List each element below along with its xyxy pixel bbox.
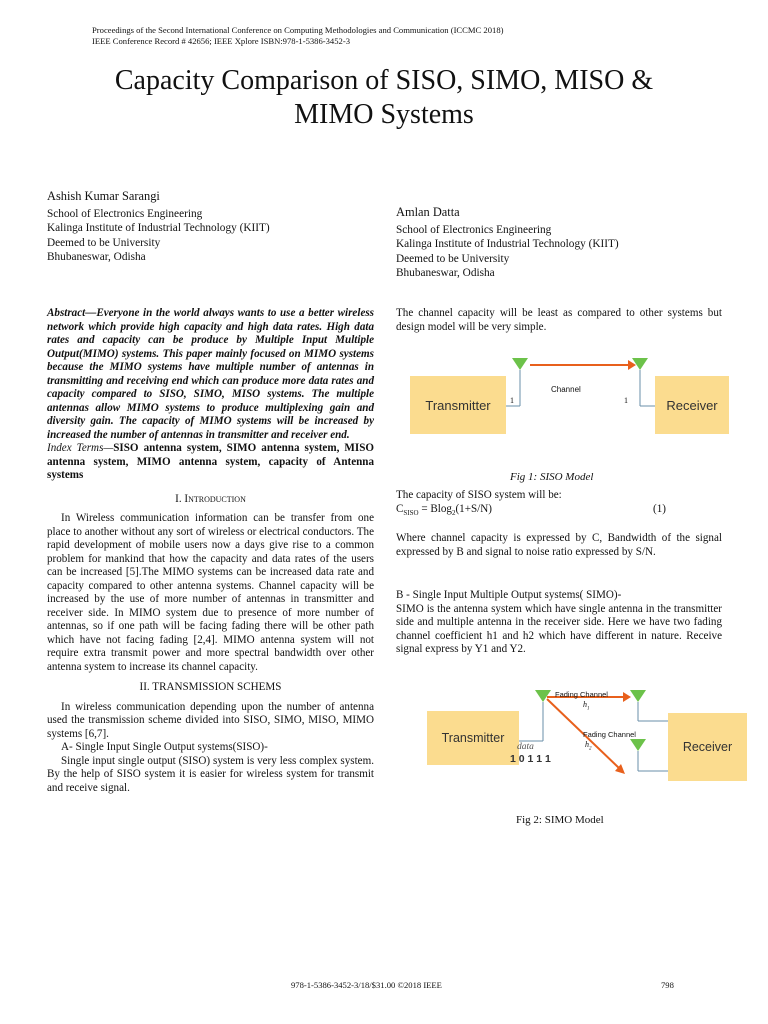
- siso-capacity-intro: The capacity of SISO system will be:: [396, 489, 562, 501]
- author-name: Amlan Datta: [396, 205, 460, 219]
- h2-subscript: 2: [589, 746, 592, 752]
- section-2-heading: [47, 681, 374, 695]
- author-institute: Kalinga Institute of Industrial Technology (KIIT): [47, 222, 270, 235]
- siso-receiver-label: Receiver: [666, 397, 718, 413]
- abstract-label: Abstract: [47, 307, 86, 319]
- subsection-b-paragraph: SIMO is the antenna system which have single antenna in the transmitter side and multiple antenna in the receiver side. Here we have two fading channel coefficient h1 and h2 which have different in nature. Receive signal express by Y1 and Y2.: [396, 602, 722, 655]
- equation-end: (1+S/N): [455, 502, 492, 515]
- author-2: [396, 205, 619, 280]
- section-2-title: TRANSMISSION SCHEMS: [152, 681, 282, 693]
- equation-c-sub: SISO: [403, 508, 419, 517]
- siso-equation: [396, 503, 722, 518]
- section-1-heading: [47, 493, 374, 507]
- siso-rx-count: 1: [624, 396, 628, 405]
- page-number: 798: [661, 980, 674, 990]
- rx1-antenna-icon: [630, 690, 646, 702]
- title-line-2: MIMO Systems: [294, 99, 474, 130]
- author-1: [47, 189, 270, 264]
- right-paragraph-2: Where channel capacity is expressed by C, Bandwidth of the signal expressed by B and signal to noise ratio expressed by S/N.: [396, 532, 722, 558]
- siso-diagram: [396, 352, 736, 442]
- simo-transmitter-label: Transmitter: [441, 731, 505, 745]
- section-2-number: II.: [139, 681, 150, 693]
- index-terms: [47, 442, 374, 483]
- simo-receiver-label: Receiver: [682, 740, 733, 754]
- equation-mid: = Blog: [418, 502, 452, 515]
- subsection-a-heading: A- Single Input Single Output systems(SISO)-: [61, 741, 268, 753]
- simo-diagram: [425, 687, 750, 802]
- right-column-body: [396, 532, 722, 657]
- fading-channel-1-label: Fading Channel: [555, 690, 608, 699]
- section-1-paragraph: In Wireless communication information can be transfer from one place to another without any sort of wireless or electrical conductors. The rapid development of mobile users now a days give rise to a common problem for mankind that how the capacity and data rates of the users can be increased [5].The MIMO systems can be increased data rate and capacity compared to other antenna systems. Channel capacity will be increased by the use of more number of antennas in transmitter and receiver side. In MIMO system due to presence of more number of antennas, so if one path will be facing fading there will be other path which have not facing fading [2,4]. MIMO antenna system will not require extra transmit power and more spectral bandwidth over other antenna system to increase its channel capacity.: [47, 512, 374, 673]
- right-paragraph-1: The channel capacity will be least as compared to other systems but design model will be very simple.: [396, 307, 722, 333]
- footer-isbn: 978-1-5386-3452-3/18/$31.00 ©2018 IEEE: [291, 980, 442, 990]
- author-status: Deemed to be University: [47, 236, 161, 249]
- author-city: Bhubaneswar, Odisha: [47, 250, 146, 263]
- siso-links: [396, 352, 736, 442]
- siso-channel-label: Channel: [551, 385, 581, 394]
- header-line-1: Proceedings of the Second International Conference on Computing Methodologies and Communication (ICCMC 2018): [92, 25, 504, 35]
- equation-number: (1): [653, 502, 666, 515]
- subsection-a-paragraph: Single input single output (SISO) system is very less complex system. By the help of SISO system it is easier for wireless system for transmit and receive signal.: [47, 754, 374, 794]
- abstract: [47, 307, 374, 442]
- author-school: School of Electronics Engineering: [47, 208, 203, 221]
- paper-title: [0, 64, 768, 132]
- author-city: Bhubaneswar, Odisha: [396, 266, 495, 279]
- fading-channel-2-label: Fading Channel: [583, 730, 636, 739]
- tx-antenna-icon: [512, 358, 528, 370]
- data-bits: 1 0 1 1 1: [510, 753, 551, 765]
- rx-antenna-icon: [632, 358, 648, 370]
- h1-subscript: 1: [587, 706, 590, 712]
- author-name: Ashish Kumar Sarangi: [47, 189, 160, 203]
- title-line-1: Capacity Comparison of SISO, SIMO, MISO &: [114, 65, 654, 96]
- h1-label: [583, 700, 590, 712]
- section-1-title: Introduction: [184, 492, 246, 505]
- conference-header: [92, 25, 503, 46]
- author-status: Deemed to be University: [396, 252, 510, 265]
- siso-capacity: [396, 489, 722, 518]
- rx2-antenna-icon: [630, 739, 646, 751]
- h1-symbol: h: [583, 700, 587, 709]
- fig1-caption: Fig 1: SISO Model: [510, 471, 594, 483]
- data-label: data: [517, 742, 534, 752]
- author-institute: Kalinga Institute of Industrial Technology (KIIT): [396, 238, 619, 251]
- h2-label: [585, 740, 592, 752]
- index-terms-dash: —: [103, 442, 114, 454]
- siso-transmitter-label: Transmitter: [425, 397, 491, 413]
- equation-text: [396, 503, 492, 521]
- fig2-caption: Fig 2: SIMO Model: [516, 814, 604, 826]
- section-1-number: I.: [175, 492, 182, 505]
- abstract-text: Everyone in the world always wants to use a better wireless network which provide high capacity and high data rates. High data rates and capacity can be produce by Multiple Input Multiple Output(MIMO) systems. This paper mainly focused on MIMO systems because the MIMO systems have multiple number of antennas in transmitting and receiving end which can produce more data rates and capacity compared to SISO, SIMO, MISO systems. The multiple antennas allow MIMO systems to produce multiplexing gain and diversity gain. The capacity of MIMO systems will be increased by increased the number of antennas in transmitter and receiver end.: [47, 307, 374, 441]
- subsection-b-heading: B - Single Input Multiple Output systems( SIMO)-: [396, 589, 622, 601]
- equation-log-base: 2: [451, 508, 456, 517]
- equation-c: C: [396, 502, 404, 515]
- left-column: [47, 307, 374, 795]
- abstract-dash: —: [85, 307, 97, 319]
- index-terms-text: SISO antenna system, SIMO antenna system, MISO antenna system, MIMO antenna system, capacity of Antenna systems: [47, 442, 374, 481]
- author-school: School of Electronics Engineering: [396, 224, 552, 237]
- section-2-paragraph: In wireless communication depending upon the number of antenna used the transmission scheme divided into SISO, SIMO, MISO, MIMO systems [6,7].: [47, 700, 374, 740]
- fading-channel-1-head: [623, 692, 631, 702]
- index-terms-label: Index Terms: [47, 442, 104, 454]
- right-column-intro: [396, 307, 722, 334]
- h2-symbol: h: [585, 740, 589, 749]
- siso-tx-count: 1: [510, 396, 514, 405]
- header-line-2: IEEE Conference Record # 42656; IEEE Xplore ISBN:978-1-5386-3452-3: [92, 35, 350, 46]
